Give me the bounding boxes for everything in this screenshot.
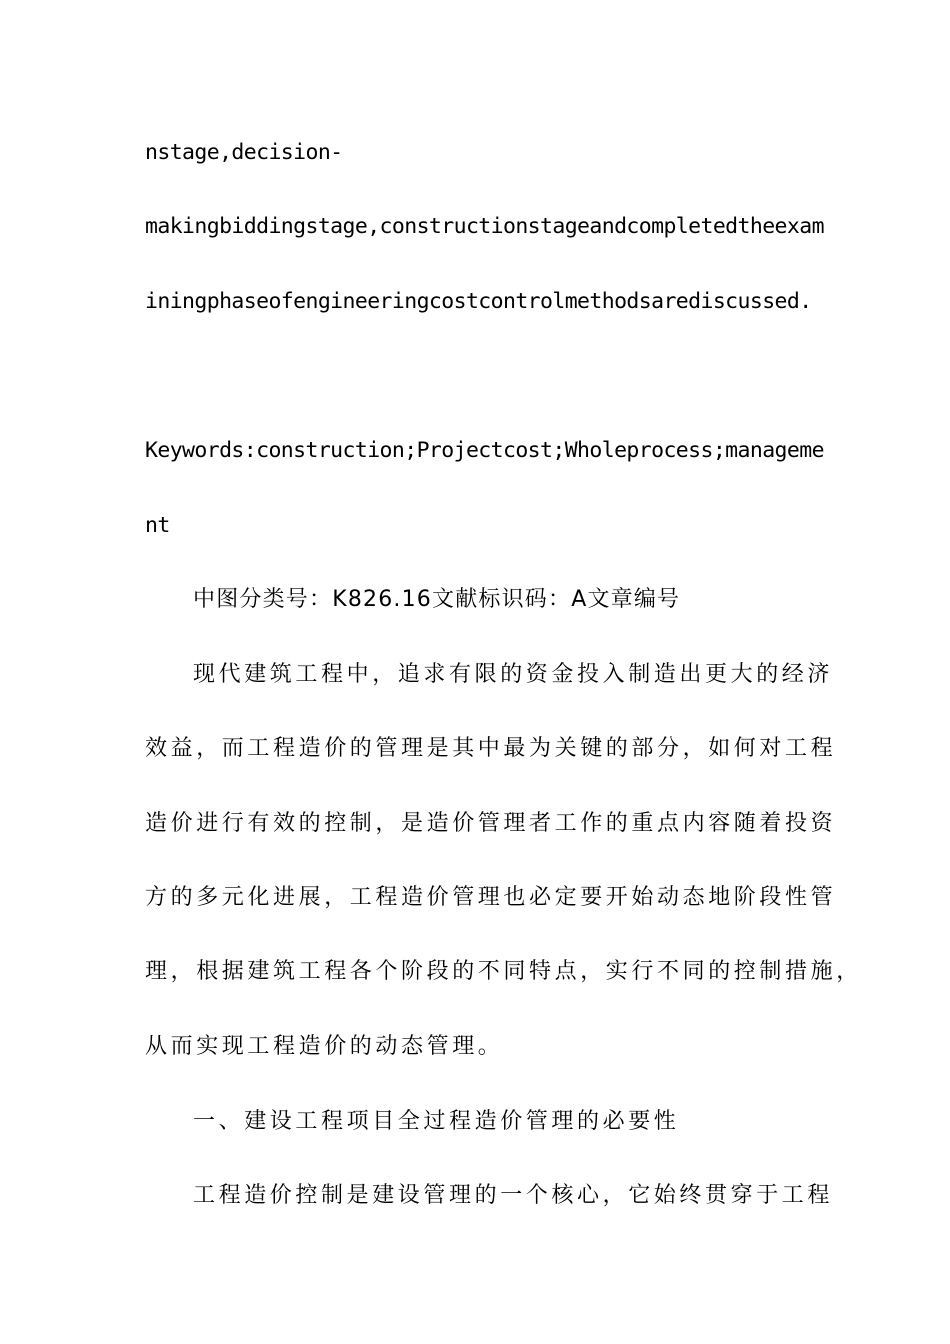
intro-paragraph-line: 现代建筑工程中，追求有限的资金投入制造出更大的经济 [193, 662, 834, 687]
intro-paragraph-line: 从而实现工程造价的动态管理。 [145, 1034, 504, 1059]
abstract-line: iningphaseofengineeringcostcontrolmethodsarediscussed. [145, 289, 812, 314]
keywords-line: nt [145, 513, 170, 538]
intro-paragraph-line: 方的多元化进展，工程造价管理也必定要开始动态地阶段性管 [145, 885, 837, 910]
section-paragraph-line: 工程造价控制是建设管理的一个核心，它始终贯穿于工程 [193, 1183, 834, 1208]
classification-line: 中图分类号：K826.16文献标识码：A文章编号 [193, 587, 681, 612]
intro-paragraph-line: 造价进行有效的控制，是造价管理者工作的重点内容随着投资 [145, 811, 837, 836]
intro-paragraph-line: 理，根据建筑工程各个阶段的不同特点，实行不同的控制措施， [145, 959, 862, 984]
abstract-line: makingbiddingstage,constructionstageandcompletedtheexam [145, 214, 824, 239]
keywords-line: Keywords:construction;Projectcost;Wholeprocess;manageme [145, 438, 824, 463]
intro-paragraph-line: 效益，而工程造价的管理是其中最为关键的部分，如何对工程 [145, 736, 837, 761]
section-heading: 一、建设工程项目全过程造价管理的必要性 [193, 1109, 680, 1134]
abstract-line: nstage,decision- [145, 140, 343, 165]
